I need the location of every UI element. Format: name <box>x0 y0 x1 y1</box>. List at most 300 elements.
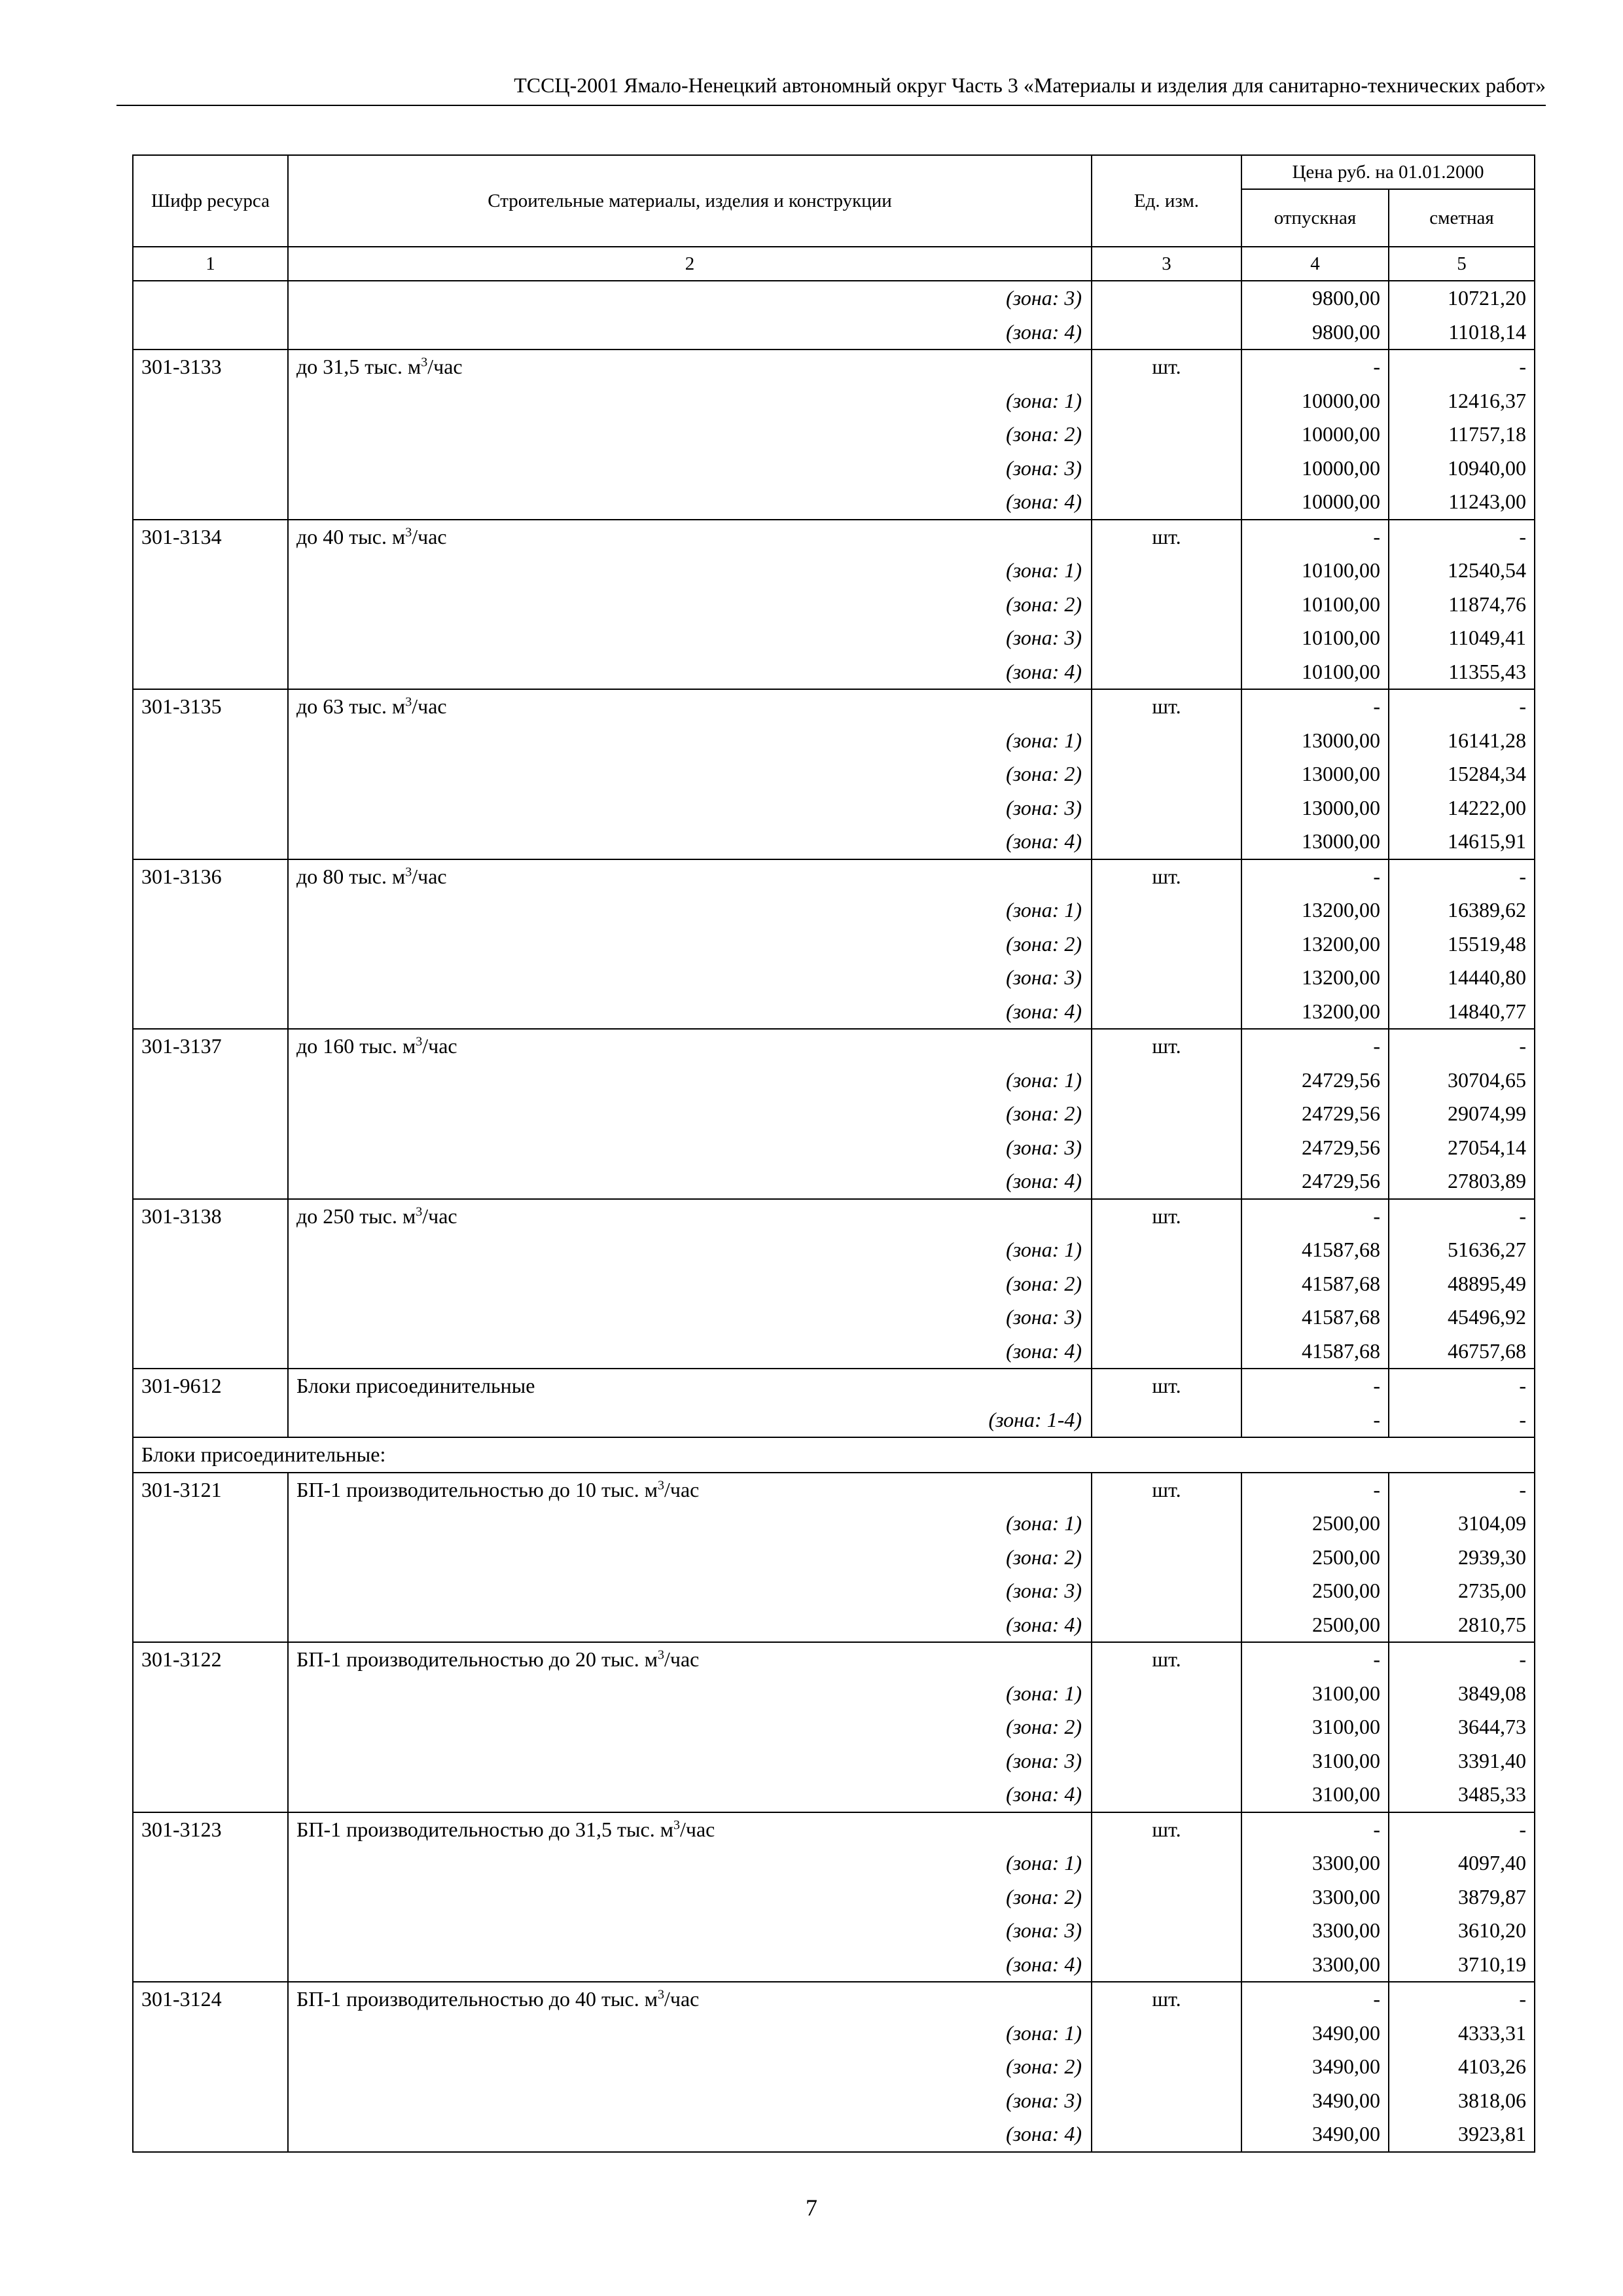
price-estimate: 3644,73 <box>1389 1710 1535 1744</box>
zone-row <box>133 1541 1535 1575</box>
header-price-estimate: сметная <box>1389 189 1535 247</box>
resource-code <box>133 1233 288 1267</box>
unit-suffix: /час <box>427 355 463 378</box>
zone-row <box>133 281 1535 315</box>
price-release: 10000,00 <box>1241 418 1389 452</box>
zone-label: (зона: 1) <box>1006 898 1082 922</box>
price-estimate: 11757,18 <box>1389 418 1535 452</box>
unit-exponent: 3 <box>405 694 412 709</box>
unit-of-measure <box>1092 281 1241 315</box>
unit-of-measure: шт. <box>1092 1029 1241 1064</box>
price-release: 13200,00 <box>1241 927 1389 961</box>
resource-code <box>133 724 288 758</box>
resource-code: 301-3137 <box>133 1029 288 1064</box>
zone-row <box>133 1233 1535 1267</box>
unit-of-measure <box>1092 384 1241 418</box>
resource-code <box>133 1335 288 1369</box>
header-code: Шифр ресурса <box>133 155 288 247</box>
price-release: - <box>1241 1642 1389 1677</box>
resource-code <box>133 384 288 418</box>
column-number: 5 <box>1389 247 1535 281</box>
column-number: 1 <box>133 247 288 281</box>
price-release: 41587,68 <box>1241 1267 1389 1301</box>
price-estimate: 14440,80 <box>1389 961 1535 995</box>
price-release: 3100,00 <box>1241 1710 1389 1744</box>
zone-row <box>133 961 1535 995</box>
zone-row <box>133 1574 1535 1608</box>
resource-code <box>133 1507 288 1541</box>
price-release: 41587,68 <box>1241 1335 1389 1369</box>
zone-row <box>133 927 1535 961</box>
price-estimate: - <box>1389 1812 1535 1847</box>
unit-of-measure <box>1092 1064 1241 1098</box>
unit-of-measure <box>1092 2117 1241 2152</box>
material-name <box>288 689 1092 724</box>
zone-label: (зона: 2) <box>1006 1271 1082 1295</box>
zone-cell <box>288 1778 1092 1812</box>
unit-of-measure <box>1092 588 1241 622</box>
price-release: 2500,00 <box>1241 1541 1389 1575</box>
zone-label: (зона: 1) <box>1006 728 1082 752</box>
zone-label: (зона: 3) <box>1006 1748 1082 1772</box>
material-name <box>288 859 1092 894</box>
zone-row <box>133 1914 1535 1948</box>
zone-row <box>133 452 1535 486</box>
zone-row <box>133 1064 1535 1098</box>
resource-code: 301-3122 <box>133 1642 288 1677</box>
price-release: 3300,00 <box>1241 1914 1389 1948</box>
zone-cell <box>288 281 1092 315</box>
price-release: 3490,00 <box>1241 2084 1389 2118</box>
unit-of-measure <box>1092 893 1241 927</box>
unit-of-measure <box>1092 961 1241 995</box>
unit-of-measure <box>1092 452 1241 486</box>
zone-label: (зона: 4) <box>1006 999 1082 1023</box>
resource-code: 301-3124 <box>133 1982 288 2017</box>
price-release: 41587,68 <box>1241 1233 1389 1267</box>
zone-label: (зона: 3) <box>1006 1918 1082 1942</box>
price-estimate: 14840,77 <box>1389 995 1535 1030</box>
price-estimate: 11874,76 <box>1389 588 1535 622</box>
zone-row <box>133 1710 1535 1744</box>
zone-row <box>133 621 1535 655</box>
price-release: 10000,00 <box>1241 485 1389 520</box>
item-row <box>133 1982 1535 2017</box>
column-number: 2 <box>288 247 1092 281</box>
price-estimate: - <box>1389 520 1535 554</box>
unit-of-measure <box>1092 791 1241 825</box>
zone-label: (зона: 4) <box>1006 490 1082 513</box>
zone-cell <box>288 621 1092 655</box>
material-name <box>288 1199 1092 1234</box>
zone-row <box>133 2084 1535 2118</box>
price-estimate: 16141,28 <box>1389 724 1535 758</box>
zone-label: (зона: 3) <box>1006 1305 1082 1329</box>
unit-of-measure <box>1092 1267 1241 1301</box>
zone-row <box>133 893 1535 927</box>
material-name-text: до 31,5 тыс. м <box>296 355 421 378</box>
zone-label: (зона: 4) <box>1006 659 1082 683</box>
unit-of-measure <box>1092 1164 1241 1199</box>
unit-exponent: 3 <box>405 524 412 539</box>
price-estimate: 4097,40 <box>1389 1846 1535 1880</box>
price-estimate: 3818,06 <box>1389 2084 1535 2118</box>
unit-of-measure <box>1092 825 1241 859</box>
zone-cell <box>288 1335 1092 1369</box>
zone-cell <box>288 452 1092 486</box>
zone-row <box>133 1097 1535 1131</box>
price-release: 3100,00 <box>1241 1744 1389 1778</box>
zone-cell <box>288 1233 1092 1267</box>
price-release: - <box>1241 689 1389 724</box>
zone-cell <box>288 1744 1092 1778</box>
item-row <box>133 1029 1535 1064</box>
unit-of-measure <box>1092 1744 1241 1778</box>
zone-row <box>133 554 1535 588</box>
zone-cell <box>288 2117 1092 2152</box>
zone-label: (зона: 4) <box>1006 1782 1082 1806</box>
resource-code <box>133 485 288 520</box>
price-release: 9800,00 <box>1241 281 1389 315</box>
resource-code <box>133 2017 288 2051</box>
price-release: 24729,56 <box>1241 1131 1389 1165</box>
unit-of-measure <box>1092 1846 1241 1880</box>
column-number: 3 <box>1092 247 1241 281</box>
item-row <box>133 1369 1535 1403</box>
price-estimate: 29074,99 <box>1389 1097 1535 1131</box>
zone-row <box>133 1507 1535 1541</box>
resource-code <box>133 315 288 350</box>
price-release: 3300,00 <box>1241 1846 1389 1880</box>
material-name-text: Блоки присоединительные <box>296 1374 535 1397</box>
material-name-text: до 63 тыс. м <box>296 694 406 718</box>
zone-row <box>133 1131 1535 1165</box>
unit-exponent: 3 <box>657 1987 664 2002</box>
unit-of-measure: шт. <box>1092 520 1241 554</box>
item-row <box>133 1642 1535 1677</box>
unit-of-measure: шт. <box>1092 1982 1241 2017</box>
zone-cell <box>288 1846 1092 1880</box>
price-release: - <box>1241 1199 1389 1234</box>
unit-of-measure <box>1092 1778 1241 1812</box>
zone-label: (зона: 2) <box>1006 1102 1082 1125</box>
zone-row <box>133 2117 1535 2152</box>
unit-exponent: 3 <box>405 864 412 879</box>
page-number: 7 <box>806 2195 817 2221</box>
zone-cell <box>288 1677 1092 1711</box>
resource-code: 301-3135 <box>133 689 288 724</box>
price-estimate: - <box>1389 1403 1535 1438</box>
zone-cell <box>288 1574 1092 1608</box>
zone-cell <box>288 1507 1092 1541</box>
resource-code <box>133 995 288 1030</box>
resource-code <box>133 1778 288 1812</box>
unit-of-measure <box>1092 2050 1241 2084</box>
zone-label: (зона: 2) <box>1006 592 1082 616</box>
price-estimate: 46757,68 <box>1389 1335 1535 1369</box>
zone-cell <box>288 1914 1092 1948</box>
zone-label: (зона: 3) <box>1006 456 1082 480</box>
zone-label: (зона: 1) <box>1006 1851 1082 1874</box>
zone-label: (зона: 2) <box>1006 1545 1082 1569</box>
resource-code <box>133 588 288 622</box>
unit-of-measure <box>1092 1914 1241 1948</box>
zone-row <box>133 655 1535 690</box>
price-estimate: 12416,37 <box>1389 384 1535 418</box>
zone-label: (зона: 3) <box>1006 626 1082 649</box>
price-estimate: 16389,62 <box>1389 893 1535 927</box>
zone-cell <box>288 724 1092 758</box>
resource-code <box>133 554 288 588</box>
unit-of-measure <box>1092 554 1241 588</box>
zone-label: (зона: 4) <box>1006 2122 1082 2145</box>
zone-label: (зона: 3) <box>1006 286 1082 310</box>
zone-row <box>133 384 1535 418</box>
zone-cell <box>288 315 1092 350</box>
material-name <box>288 1029 1092 1064</box>
zone-row <box>133 995 1535 1030</box>
price-release: 3100,00 <box>1241 1677 1389 1711</box>
unit-of-measure <box>1092 995 1241 1030</box>
zone-cell <box>288 1608 1092 1643</box>
price-estimate: 48895,49 <box>1389 1267 1535 1301</box>
price-release: - <box>1241 1029 1389 1064</box>
price-estimate: 15519,48 <box>1389 927 1535 961</box>
unit-of-measure <box>1092 1574 1241 1608</box>
unit-exponent: 3 <box>673 1817 680 1832</box>
zone-cell <box>288 2050 1092 2084</box>
unit-of-measure <box>1092 757 1241 791</box>
unit-suffix: /час <box>679 1817 715 1841</box>
zone-cell <box>288 1880 1092 1914</box>
price-release: 13200,00 <box>1241 961 1389 995</box>
zone-cell <box>288 893 1092 927</box>
unit-of-measure: шт. <box>1092 1369 1241 1403</box>
zone-cell <box>288 1064 1092 1098</box>
resource-code: 301-3121 <box>133 1473 288 1507</box>
group-title: Блоки присоединительные: <box>133 1437 1535 1473</box>
material-name-text: до 160 тыс. м <box>296 1034 416 1058</box>
zone-row <box>133 588 1535 622</box>
unit-of-measure <box>1092 1233 1241 1267</box>
material-name-text: БП-1 производительностью до 20 тыс. м <box>296 1647 658 1671</box>
zone-cell <box>288 588 1092 622</box>
zone-label: (зона: 2) <box>1006 931 1082 956</box>
unit-of-measure <box>1092 1608 1241 1643</box>
item-row <box>133 1812 1535 1847</box>
zone-row <box>133 1300 1535 1335</box>
price-estimate: 2810,75 <box>1389 1608 1535 1643</box>
resource-code <box>133 791 288 825</box>
unit-of-measure: шт. <box>1092 1642 1241 1677</box>
price-release: 24729,56 <box>1241 1164 1389 1199</box>
resource-code: 301-3136 <box>133 859 288 894</box>
price-release: 10100,00 <box>1241 588 1389 622</box>
zone-cell <box>288 825 1092 859</box>
unit-of-measure <box>1092 1300 1241 1335</box>
price-release: 3300,00 <box>1241 1880 1389 1914</box>
zone-label: (зона: 1) <box>1006 1511 1082 1535</box>
material-name <box>288 1982 1092 2017</box>
zone-cell <box>288 1267 1092 1301</box>
zone-cell <box>288 554 1092 588</box>
price-release: 3300,00 <box>1241 1948 1389 1982</box>
item-row <box>133 520 1535 554</box>
zone-row <box>133 1403 1535 1438</box>
zone-row <box>133 791 1535 825</box>
material-name-text: до 80 тыс. м <box>296 864 406 888</box>
zone-label: (зона: 4) <box>1006 1169 1082 1193</box>
price-estimate: 51636,27 <box>1389 1233 1535 1267</box>
resource-code <box>133 1164 288 1199</box>
price-release: 13000,00 <box>1241 757 1389 791</box>
zone-cell <box>288 1541 1092 1575</box>
zone-label: (зона: 2) <box>1006 1715 1082 1738</box>
zone-label: (зона: 3) <box>1006 1579 1082 1602</box>
price-estimate: 30704,65 <box>1389 1064 1535 1098</box>
price-estimate: 2939,30 <box>1389 1541 1535 1575</box>
price-estimate: - <box>1389 689 1535 724</box>
price-estimate: 11049,41 <box>1389 621 1535 655</box>
resource-code <box>133 281 288 315</box>
resource-code: 301-3138 <box>133 1199 288 1234</box>
resource-code <box>133 825 288 859</box>
zone-cell <box>288 961 1092 995</box>
zone-cell <box>288 1097 1092 1131</box>
price-estimate: 2735,00 <box>1389 1574 1535 1608</box>
zone-label: (зона: 4) <box>1006 1338 1082 1363</box>
unit-suffix: /час <box>422 1034 457 1058</box>
unit-suffix: /час <box>422 1204 457 1228</box>
unit-suffix: /час <box>664 1477 700 1501</box>
price-estimate: - <box>1389 1642 1535 1677</box>
price-release: 13000,00 <box>1241 724 1389 758</box>
resource-code <box>133 2117 288 2152</box>
unit-exponent: 3 <box>657 1477 664 1492</box>
zone-label: (зона: 1) <box>1006 388 1082 412</box>
price-release: 3490,00 <box>1241 2017 1389 2051</box>
zone-row <box>133 1335 1535 1369</box>
resource-code: 301-3133 <box>133 350 288 384</box>
price-release: 10100,00 <box>1241 621 1389 655</box>
price-estimate: 4333,31 <box>1389 2017 1535 2051</box>
unit-of-measure: шт. <box>1092 350 1241 384</box>
unit-of-measure <box>1092 655 1241 690</box>
resource-code: 301-3123 <box>133 1812 288 1847</box>
material-name <box>288 350 1092 384</box>
zone-label: (зона: 4) <box>1006 1612 1082 1636</box>
zone-label: (зона: 3) <box>1006 965 1082 989</box>
price-release: 3490,00 <box>1241 2050 1389 2084</box>
price-estimate: - <box>1389 1473 1535 1507</box>
zone-row <box>133 1744 1535 1778</box>
price-release: 24729,56 <box>1241 1064 1389 1098</box>
zone-label: (зона: 2) <box>1006 2054 1082 2078</box>
resource-code <box>133 893 288 927</box>
zone-row <box>133 2017 1535 2051</box>
zone-label: (зона: 2) <box>1006 762 1082 785</box>
unit-of-measure <box>1092 927 1241 961</box>
zone-label: (зона: 4) <box>1006 1952 1082 1976</box>
header-price-release: отпускная <box>1241 189 1389 247</box>
zone-row <box>133 418 1535 452</box>
zone-cell <box>288 485 1092 520</box>
unit-of-measure <box>1092 1507 1241 1541</box>
price-release: 2500,00 <box>1241 1574 1389 1608</box>
header-unit: Ед. изм. <box>1092 155 1241 247</box>
zone-cell <box>288 927 1092 961</box>
material-name-text: до 250 тыс. м <box>296 1204 416 1228</box>
unit-suffix: /час <box>412 864 447 888</box>
price-release: - <box>1241 350 1389 384</box>
zone-row <box>133 2050 1535 2084</box>
unit-of-measure <box>1092 1131 1241 1165</box>
unit-of-measure: шт. <box>1092 1473 1241 1507</box>
resource-code <box>133 961 288 995</box>
price-release: 10000,00 <box>1241 452 1389 486</box>
unit-of-measure <box>1092 1677 1241 1711</box>
price-estimate: 3391,40 <box>1389 1744 1535 1778</box>
zone-label: (зона: 4) <box>1006 829 1082 853</box>
price-estimate: - <box>1389 1982 1535 2017</box>
unit-of-measure <box>1092 621 1241 655</box>
material-name-text: БП-1 производительностью до 31,5 тыс. м <box>296 1817 673 1841</box>
price-estimate: 10940,00 <box>1389 452 1535 486</box>
document-header-title: ТССЦ-2001 Ямало-Ненецкий автономный округ Часть 3 «Материалы и изделия для санитарно-технических работ» <box>514 73 1546 97</box>
price-release: - <box>1241 1473 1389 1507</box>
resource-code <box>133 1914 288 1948</box>
resource-code <box>133 2050 288 2084</box>
price-estimate: - <box>1389 1199 1535 1234</box>
price-estimate: 11018,14 <box>1389 315 1535 350</box>
resource-code <box>133 1267 288 1301</box>
resource-code <box>133 1131 288 1165</box>
resource-code <box>133 418 288 452</box>
zone-label: (зона: 1) <box>1006 1238 1082 1261</box>
price-estimate: - <box>1389 1369 1535 1403</box>
unit-suffix: /час <box>412 524 447 548</box>
zone-label: (зона: 3) <box>1006 1135 1082 1159</box>
zone-cell <box>288 2084 1092 2118</box>
unit-of-measure <box>1092 1403 1241 1438</box>
unit-of-measure: шт. <box>1092 1199 1241 1234</box>
zone-row <box>133 1164 1535 1199</box>
resource-code <box>133 1064 288 1098</box>
price-estimate: 3104,09 <box>1389 1507 1535 1541</box>
price-estimate: 3849,08 <box>1389 1677 1535 1711</box>
unit-of-measure <box>1092 1335 1241 1369</box>
resource-code <box>133 1948 288 1982</box>
zone-cell <box>288 1164 1092 1199</box>
resource-code <box>133 1710 288 1744</box>
zone-cell <box>288 1131 1092 1165</box>
unit-exponent: 3 <box>421 355 428 370</box>
price-release: 24729,56 <box>1241 1097 1389 1131</box>
resource-code <box>133 621 288 655</box>
unit-suffix: /час <box>664 1987 700 2011</box>
price-release: - <box>1241 1812 1389 1847</box>
zone-row <box>133 825 1535 859</box>
table-body <box>133 281 1535 2152</box>
unit-suffix: /час <box>664 1647 700 1671</box>
zone-label: (зона: 1) <box>1006 1067 1082 1092</box>
price-release: 13200,00 <box>1241 995 1389 1030</box>
unit-of-measure <box>1092 2017 1241 2051</box>
price-release: 10100,00 <box>1241 554 1389 588</box>
zone-cell <box>288 995 1092 1030</box>
zone-row <box>133 724 1535 758</box>
resource-code <box>133 1880 288 1914</box>
